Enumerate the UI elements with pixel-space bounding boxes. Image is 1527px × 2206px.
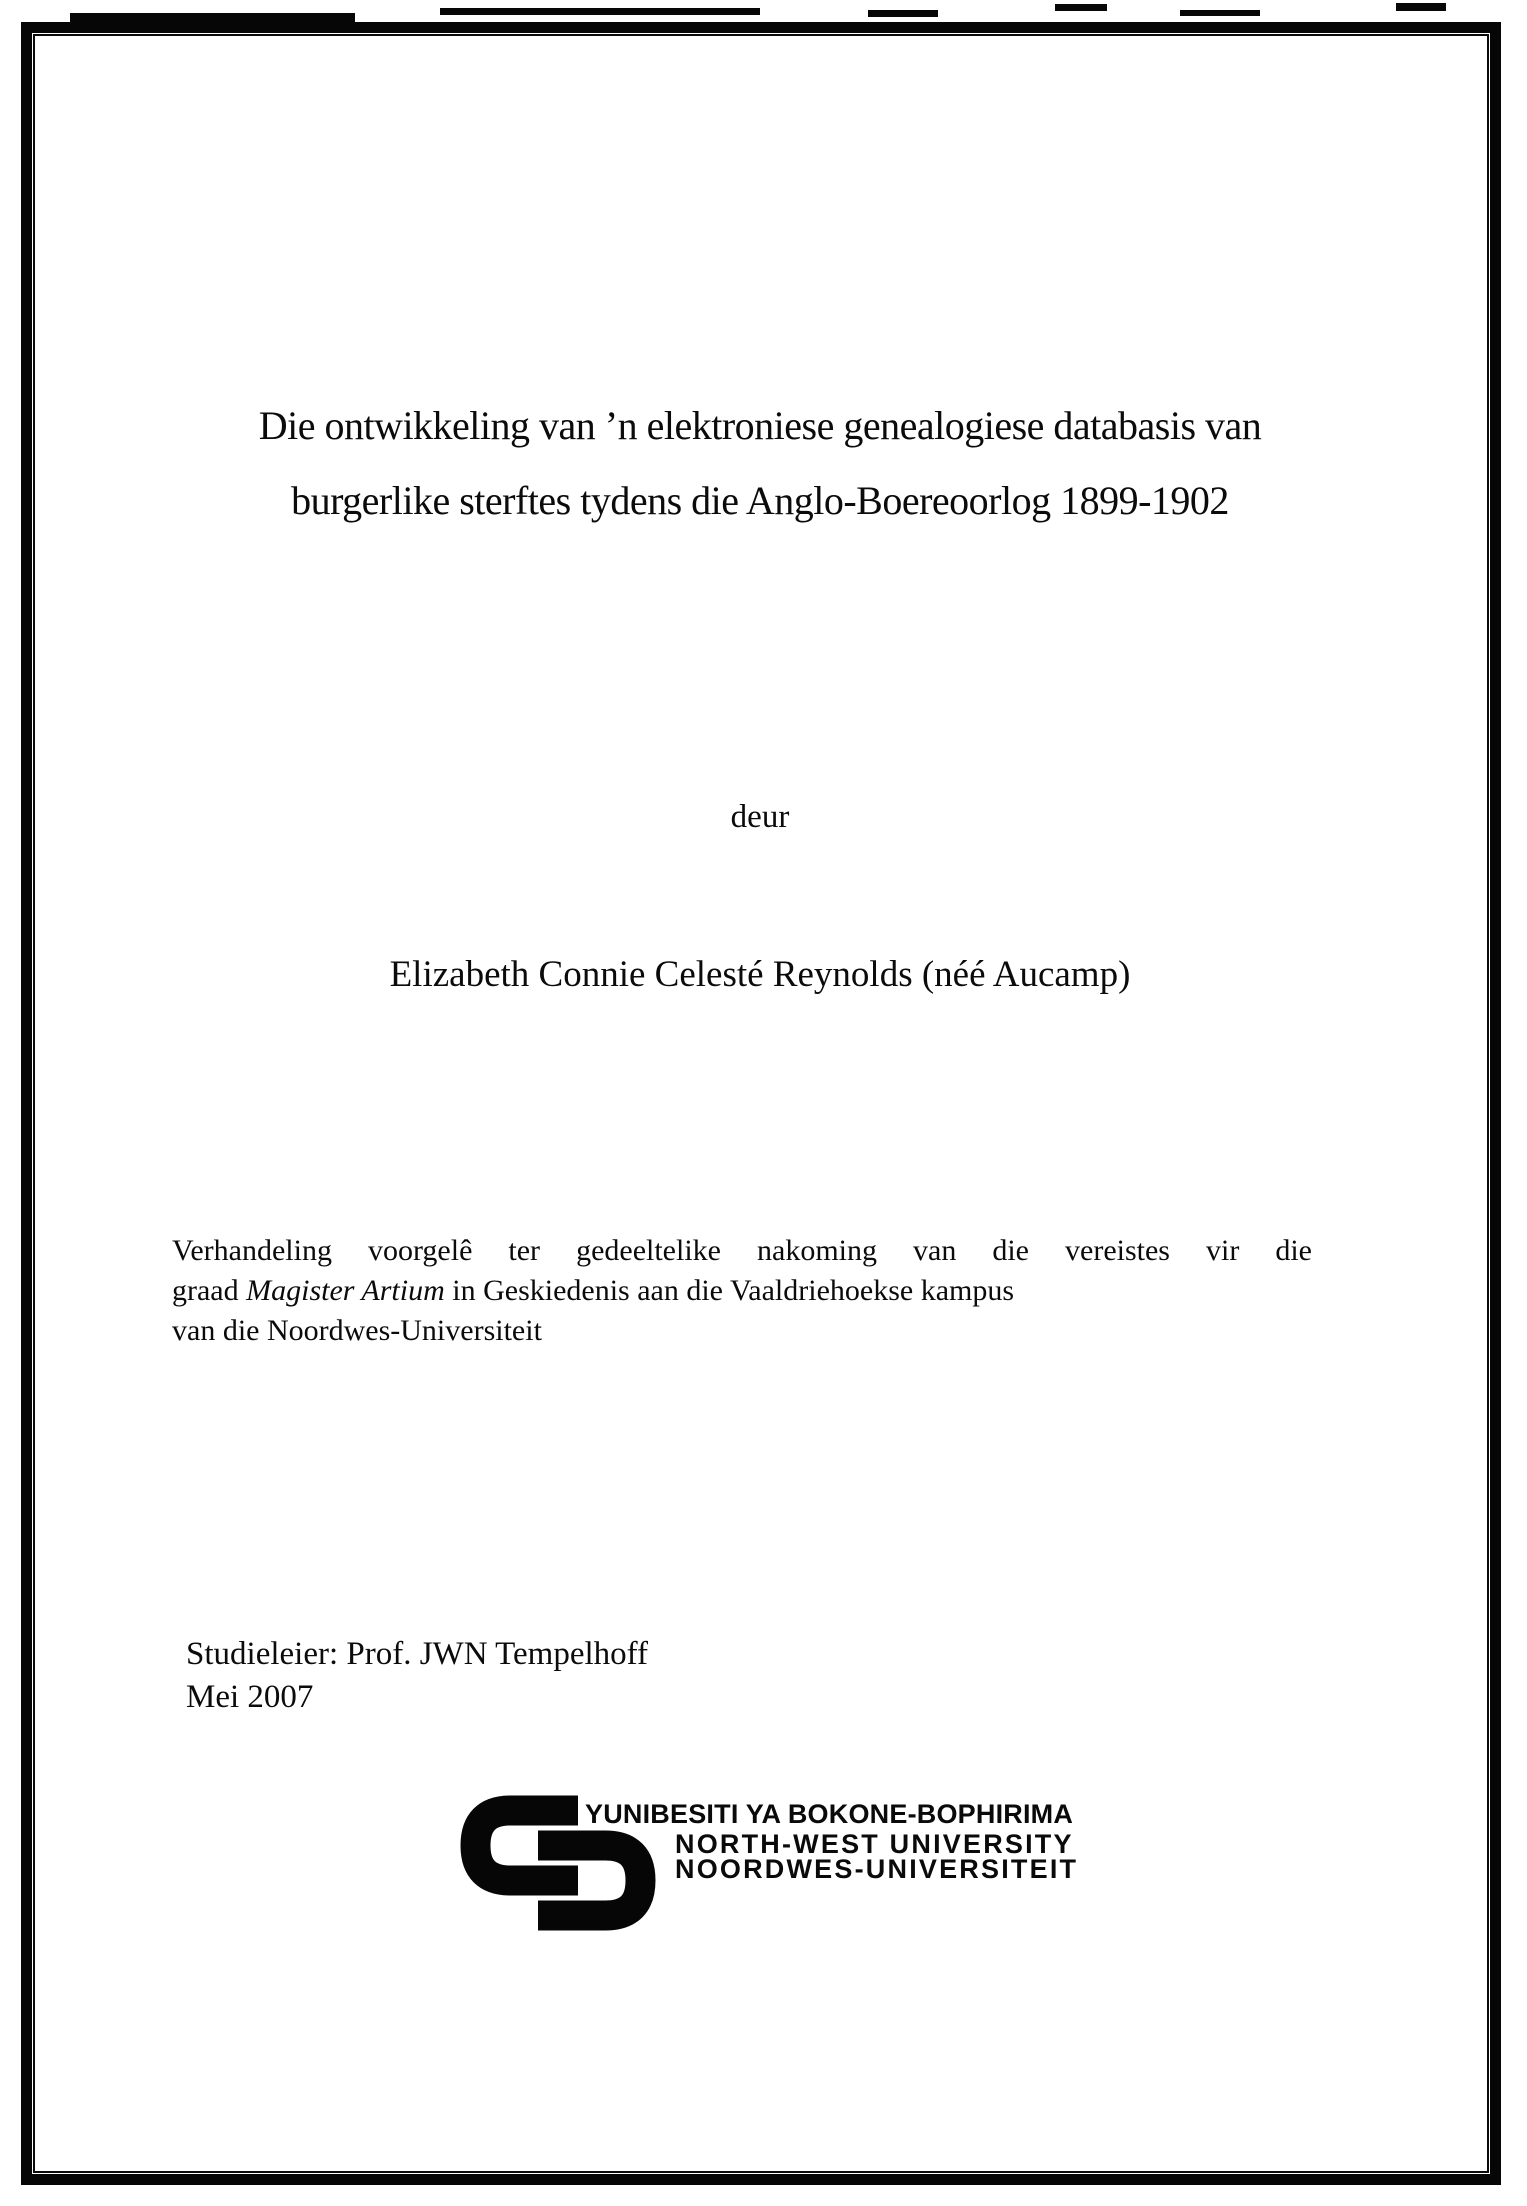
- supervisor-block: [186, 1633, 648, 1719]
- degree-statement-line1: Verhandeling voorgelê ter gedeeltelike nakoming van die vereistes vir die: [172, 1234, 1312, 1267]
- logo-text-afrikaans: NOORDWES-UNIVERSITEIT: [675, 1854, 1079, 1884]
- degree-statement: [172, 1231, 1312, 1351]
- logo-text-setswana: YUNIBESITI YA BOKONE-BOPHIRIMA: [585, 1799, 1074, 1829]
- thesis-title-line1: Die ontwikkeling van ’n elektroniese genealogiese databasis van: [258, 403, 1262, 448]
- scan-artifact-mark: [70, 13, 355, 22]
- degree-statement-line3: van die Noordwes-Universiteit: [172, 1314, 542, 1347]
- date-line: Mei 2007: [186, 1679, 314, 1715]
- thesis-title: [0, 388, 1520, 538]
- scan-artifact-mark: [1055, 4, 1107, 11]
- scan-artifact-mark: [1396, 3, 1446, 11]
- author-name: Elizabeth Connie Celesté Reynolds (néé Aucamp): [389, 954, 1131, 995]
- byline: deur: [730, 799, 790, 835]
- scan-artifact-mark: [1180, 10, 1260, 16]
- logo-text-english: NORTH-WEST UNIVERSITY: [675, 1829, 1074, 1859]
- thesis-title-line2: burgerlike sterftes tydens die Anglo-Boereoorlog 1899-1902: [291, 478, 1229, 523]
- supervisor-line: Studieleier: Prof. JWN Tempelhoff: [186, 1636, 649, 1672]
- scan-artifact-mark: [868, 10, 938, 17]
- degree-name-italic: Magister Artium: [246, 1274, 445, 1307]
- degree-statement-line2: [172, 1271, 1312, 1311]
- scan-artifact-mark: [440, 8, 760, 15]
- degree-statement-line2-suffix: in Geskiedenis aan die Vaaldriehoekse kampus: [444, 1274, 1015, 1307]
- degree-statement-line2-prefix: graad: [172, 1274, 247, 1307]
